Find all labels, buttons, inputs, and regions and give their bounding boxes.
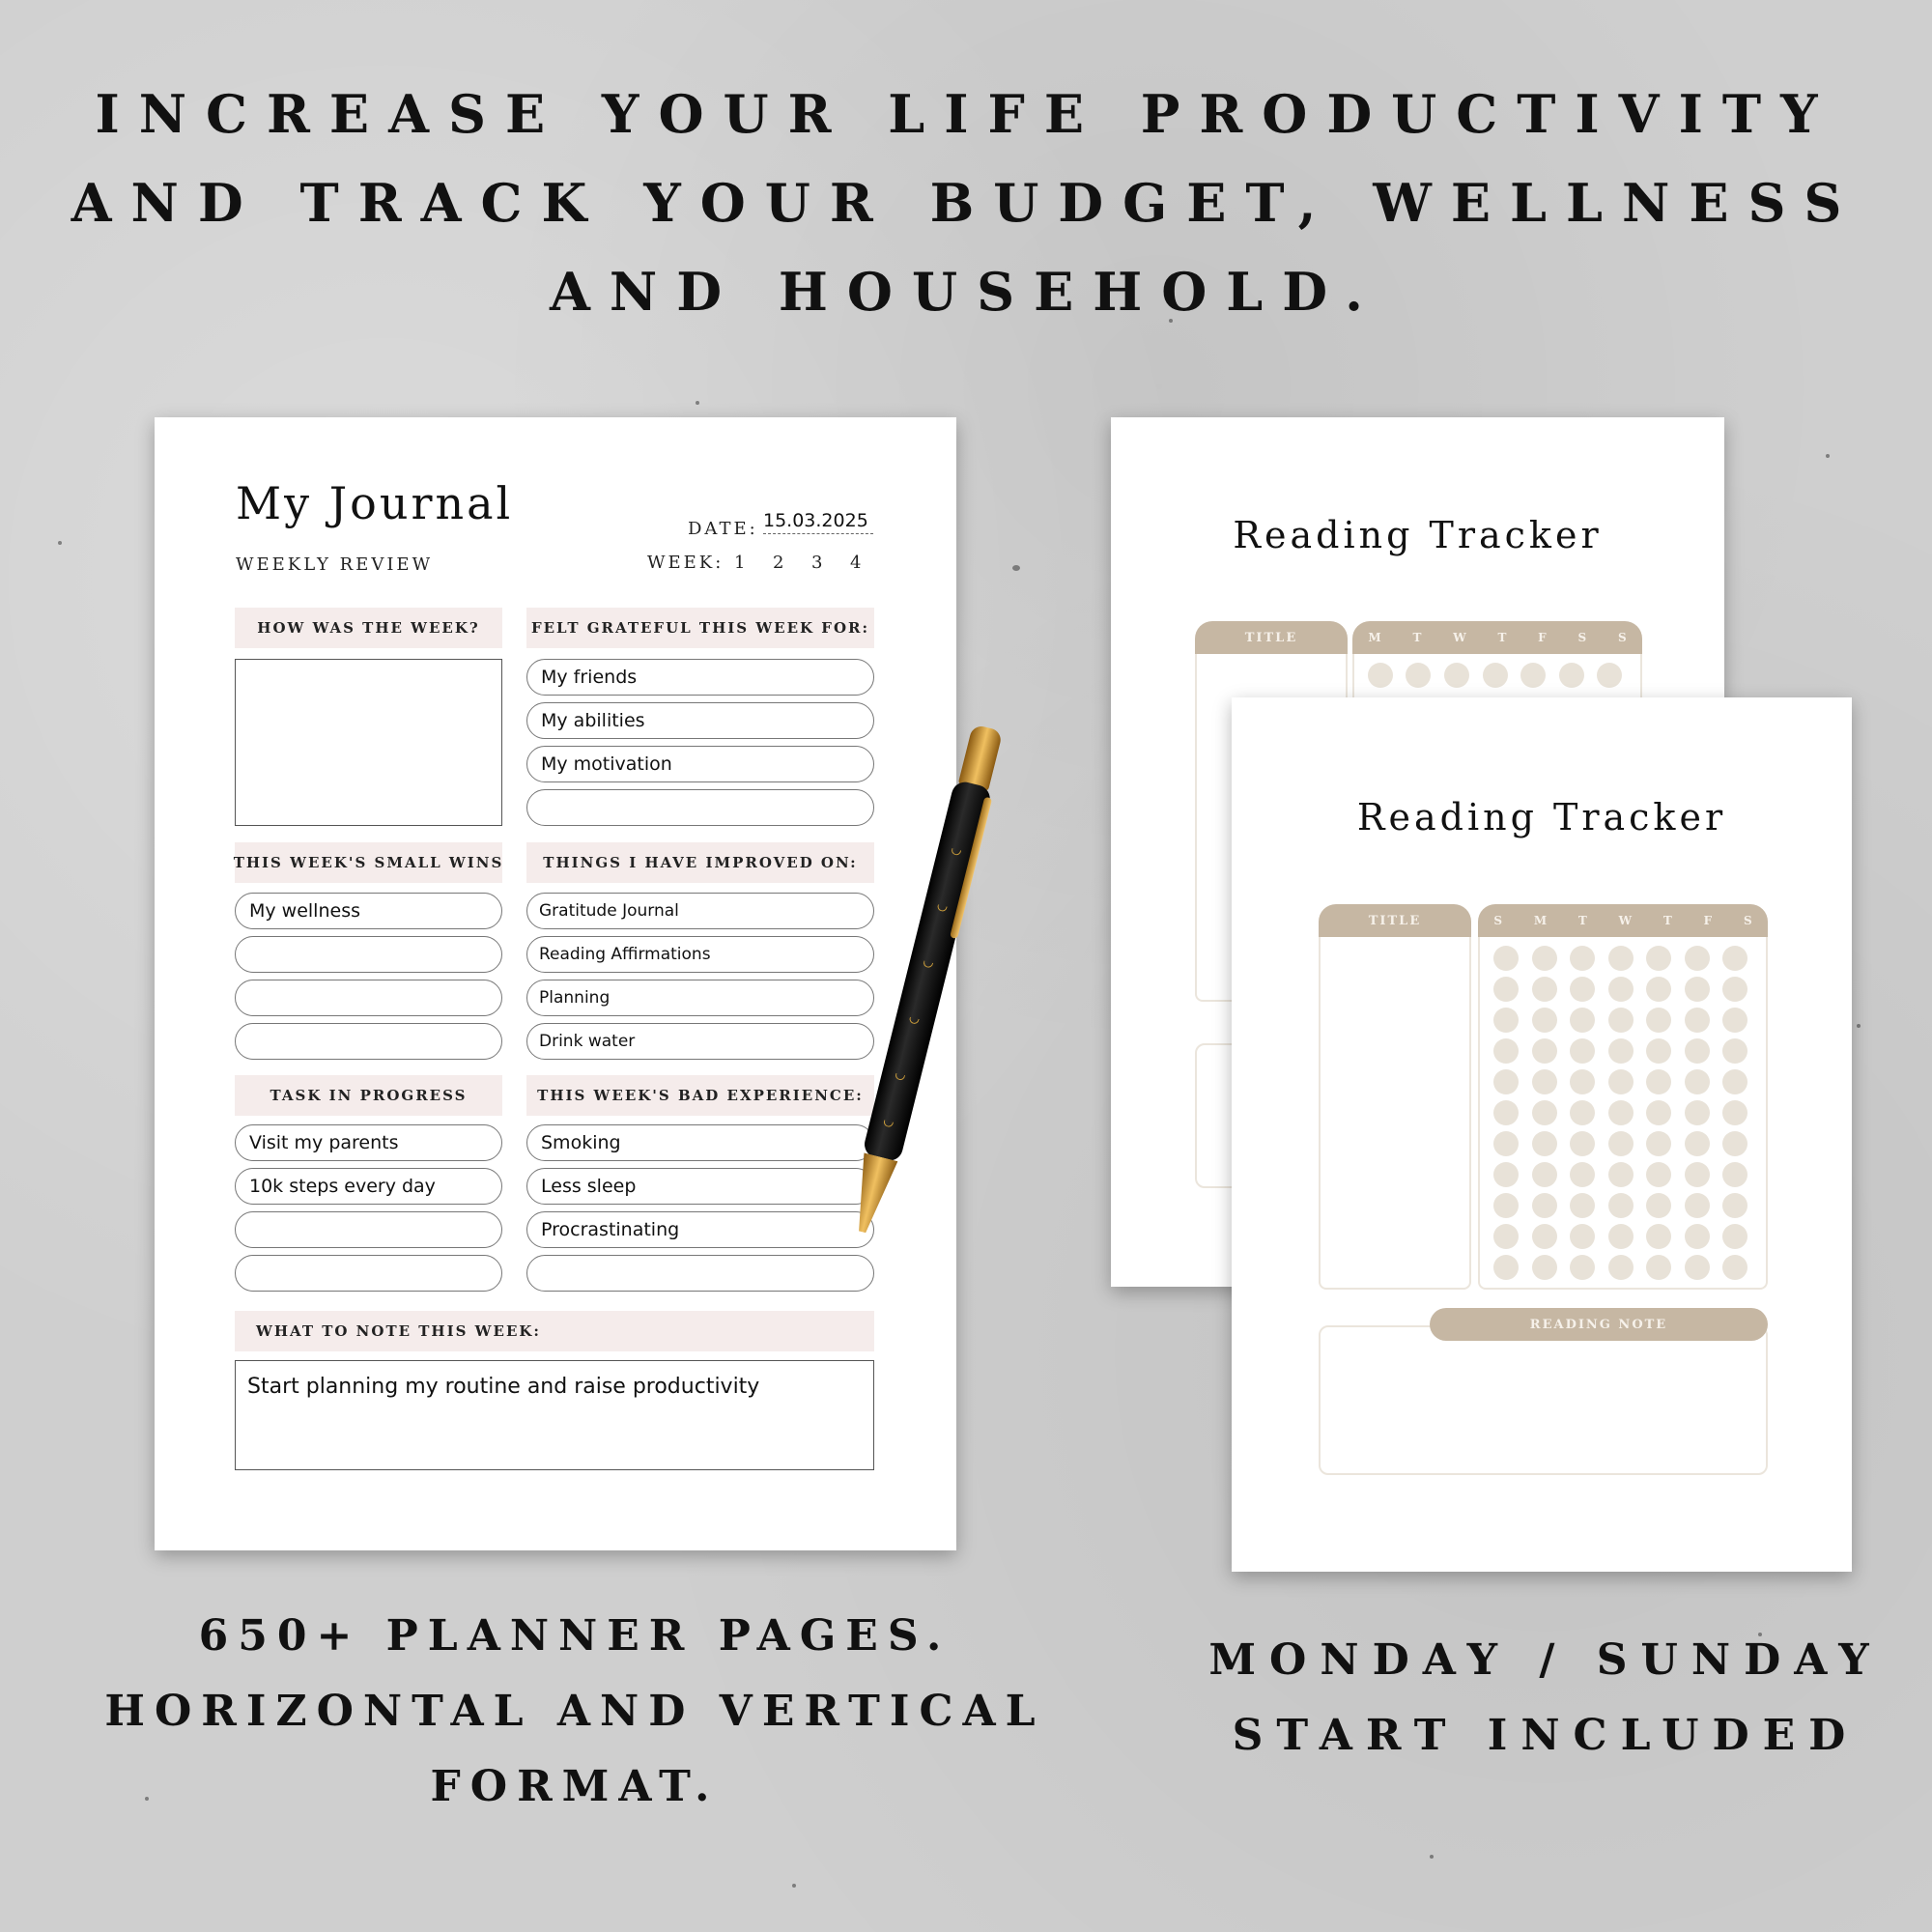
tracker-dot — [1722, 1224, 1747, 1249]
tracker-dot — [1685, 1255, 1710, 1280]
tracker-dot — [1532, 1193, 1557, 1218]
days-column-header — [1352, 621, 1642, 654]
grateful-item: My abilities — [526, 702, 874, 739]
tracker-dot — [1559, 663, 1584, 688]
day-label: S — [1493, 914, 1503, 927]
day-label: S — [1617, 631, 1627, 644]
tracker-dot — [1646, 1131, 1671, 1156]
tracker-dot — [1532, 1100, 1557, 1125]
tracker-dot — [1493, 946, 1519, 971]
tracker-dot — [1685, 1038, 1710, 1064]
week-number: 1 — [734, 553, 746, 573]
tracker-dot — [1570, 1038, 1595, 1064]
day-label: T — [1577, 914, 1587, 927]
improved-item: Gratitude Journal — [526, 893, 874, 929]
tracker-dot — [1493, 1255, 1519, 1280]
tracker-dot — [1608, 1224, 1634, 1249]
tracker-dot — [1646, 1193, 1671, 1218]
date-value: 15.03.2025 — [763, 510, 873, 534]
tracker-dot — [1493, 1008, 1519, 1033]
tracker-dot — [1493, 1038, 1519, 1064]
tracker-dot — [1608, 1038, 1634, 1064]
tracker-dot — [1722, 1131, 1747, 1156]
grateful-item: My motivation — [526, 746, 874, 782]
tracker-dot — [1722, 1100, 1747, 1125]
tracker-dot — [1570, 1069, 1595, 1094]
section-how-was-week: HOW WAS THE WEEK? — [235, 608, 502, 648]
tracker-dot — [1685, 1069, 1710, 1094]
tracker-dot — [1685, 1131, 1710, 1156]
section-task-progress: TASK IN PROGRESS — [235, 1075, 502, 1116]
task-item: Visit my parents — [235, 1124, 502, 1161]
headline-line-2: AND TRACK YOUR BUDGET, WELLNESS — [71, 172, 1861, 234]
tracker-dot — [1444, 663, 1469, 688]
day-label: M — [1368, 631, 1381, 644]
date-label: DATE: — [688, 519, 758, 539]
tracker-dot — [1646, 946, 1671, 971]
tracker-dot — [1722, 1008, 1747, 1033]
tracker-dot — [1570, 977, 1595, 1002]
tracker-dot — [1493, 1162, 1519, 1187]
small-win-item — [235, 980, 502, 1016]
section-note: WHAT TO NOTE THIS WEEK: — [235, 1311, 874, 1351]
footer-left — [87, 1599, 1063, 1825]
reading-note-box — [1319, 1325, 1768, 1475]
tracker-dot — [1532, 1224, 1557, 1249]
tracker-dot — [1685, 1193, 1710, 1218]
tracker-dot — [1570, 1008, 1595, 1033]
improved-item: Drink water — [526, 1023, 874, 1060]
tracker-dot — [1608, 1100, 1634, 1125]
reading-note-header: READING NOTE — [1430, 1308, 1768, 1341]
journal-page — [155, 417, 956, 1550]
tracker-dot — [1646, 1069, 1671, 1094]
day-label: T — [1497, 631, 1507, 644]
tracker-dot — [1608, 1255, 1634, 1280]
tracker-dot — [1722, 1038, 1747, 1064]
bad-experience-item — [526, 1255, 874, 1292]
title-column — [1319, 937, 1471, 1290]
tracker-dot — [1532, 946, 1557, 971]
day-label: S — [1577, 631, 1587, 644]
week-number: 4 — [850, 553, 862, 573]
tracker-dot — [1646, 1224, 1671, 1249]
tracker-dot — [1608, 1069, 1634, 1094]
day-label: F — [1703, 914, 1713, 927]
tracker-dot — [1685, 1008, 1710, 1033]
tracker-dot — [1368, 663, 1393, 688]
section-small-wins: THIS WEEK'S SMALL WINS — [235, 842, 502, 883]
improved-item: Planning — [526, 980, 874, 1016]
tracker-dot — [1608, 946, 1634, 971]
tracker-dot — [1646, 1038, 1671, 1064]
tracker-dot — [1493, 1131, 1519, 1156]
footer-right — [1169, 1623, 1922, 1774]
tracker-dot — [1532, 1038, 1557, 1064]
tracker-dot — [1608, 1131, 1634, 1156]
task-item — [235, 1211, 502, 1248]
tracker-dot — [1608, 977, 1634, 1002]
tracker-dot — [1570, 1162, 1595, 1187]
small-win-item — [235, 936, 502, 973]
tracker-dot — [1532, 1255, 1557, 1280]
tracker-dot — [1685, 1162, 1710, 1187]
tracker-dot — [1570, 1255, 1595, 1280]
tracker-dot — [1532, 1131, 1557, 1156]
tracker-dot — [1608, 1008, 1634, 1033]
tracker-dot — [1685, 946, 1710, 971]
day-label: M — [1533, 914, 1548, 927]
day-label: F — [1538, 631, 1547, 644]
tracker-dot — [1493, 1069, 1519, 1094]
tracker-dot — [1722, 1162, 1747, 1187]
tracker-dot — [1646, 1008, 1671, 1033]
small-win-item — [235, 1023, 502, 1060]
section-improved: THINGS I HAVE IMPROVED ON: — [526, 842, 874, 883]
tracker-dot — [1570, 1224, 1595, 1249]
headline — [0, 70, 1932, 336]
section-bad-experience: THIS WEEK'S BAD EXPERIENCE: — [526, 1075, 874, 1116]
tracker-dot — [1493, 1193, 1519, 1218]
note-box — [235, 1360, 874, 1470]
title-column-header: TITLE — [1195, 621, 1348, 654]
journal-title: My Journal — [236, 477, 514, 529]
tracker-dot — [1646, 1100, 1671, 1125]
tracker-dot — [1685, 1100, 1710, 1125]
tracker-dot — [1722, 1255, 1747, 1280]
tracker-dot — [1608, 1193, 1634, 1218]
task-item: 10k steps every day — [235, 1168, 502, 1205]
tracker-dot — [1722, 977, 1747, 1002]
tracker-dot — [1520, 663, 1546, 688]
tracker-dot — [1570, 1100, 1595, 1125]
bad-experience-item: Procrastinating — [526, 1211, 874, 1248]
small-win-item: My wellness — [235, 893, 502, 929]
grateful-item — [526, 789, 874, 826]
day-label: W — [1618, 914, 1633, 927]
tracker-dot — [1532, 1069, 1557, 1094]
tracker-dot — [1532, 1162, 1557, 1187]
day-label: T — [1412, 631, 1422, 644]
tracker-dot — [1646, 1162, 1671, 1187]
days-row — [1352, 621, 1642, 654]
title-column-header: TITLE — [1319, 904, 1471, 937]
reading-tracker-title: Reading Tracker — [1356, 796, 1727, 838]
week-label: WEEK: — [647, 553, 724, 573]
how-was-week-box — [235, 659, 502, 826]
footer-left-line-2: HORIZONTAL AND VERTICAL — [104, 1687, 1045, 1736]
footer-right-line-2: START INCLUDED — [1232, 1711, 1860, 1760]
pen-tip — [845, 1152, 897, 1236]
week-number: 3 — [811, 553, 823, 573]
tracker-dot — [1722, 1193, 1747, 1218]
headline-line-1: INCREASE YOUR LIFE PRODUCTIVITY — [95, 83, 1837, 145]
tracker-dot — [1685, 977, 1710, 1002]
reading-tracker-front-page — [1232, 697, 1852, 1572]
bad-experience-item: Smoking — [526, 1124, 874, 1161]
bad-experience-item: Less sleep — [526, 1168, 874, 1205]
footer-right-line-1: MONDAY / SUNDAY — [1208, 1635, 1883, 1685]
journal-subtitle: WEEKLY REVIEW — [236, 554, 434, 575]
footer-left-line-3: FORMAT. — [430, 1762, 720, 1811]
tracker-dot — [1406, 663, 1431, 688]
note-text: Start planning my routine and raise productivity — [247, 1375, 760, 1399]
tracker-dot — [1646, 1255, 1671, 1280]
tracker-dot — [1722, 946, 1747, 971]
task-item — [235, 1255, 502, 1292]
days-column-header — [1478, 904, 1768, 937]
day-label: S — [1743, 914, 1752, 927]
footer-left-line-1: 650+ PLANNER PAGES. — [198, 1611, 952, 1661]
tracker-dot — [1722, 1069, 1747, 1094]
tracker-dot — [1493, 977, 1519, 1002]
days-row — [1478, 904, 1768, 937]
tracker-dot — [1532, 1008, 1557, 1033]
tracker-dot — [1597, 663, 1622, 688]
reading-tracker-title: Reading Tracker — [1233, 514, 1603, 556]
tracker-dot — [1532, 977, 1557, 1002]
improved-item: Reading Affirmations — [526, 936, 874, 973]
day-label: T — [1662, 914, 1672, 927]
week-number: 2 — [773, 553, 784, 573]
tracker-dot — [1570, 1131, 1595, 1156]
day-label: W — [1453, 631, 1466, 644]
tracker-dot — [1608, 1162, 1634, 1187]
tracker-dot — [1493, 1224, 1519, 1249]
tracker-dot — [1570, 1193, 1595, 1218]
tracker-dot — [1646, 977, 1671, 1002]
headline-line-3: AND HOUSEHOLD. — [550, 261, 1382, 323]
tracker-dot — [1685, 1224, 1710, 1249]
tracker-dot — [1570, 946, 1595, 971]
grateful-item: My friends — [526, 659, 874, 696]
tracker-dot — [1493, 1100, 1519, 1125]
section-grateful: FELT GRATEFUL THIS WEEK FOR: — [526, 608, 874, 648]
tracker-dot — [1483, 663, 1508, 688]
